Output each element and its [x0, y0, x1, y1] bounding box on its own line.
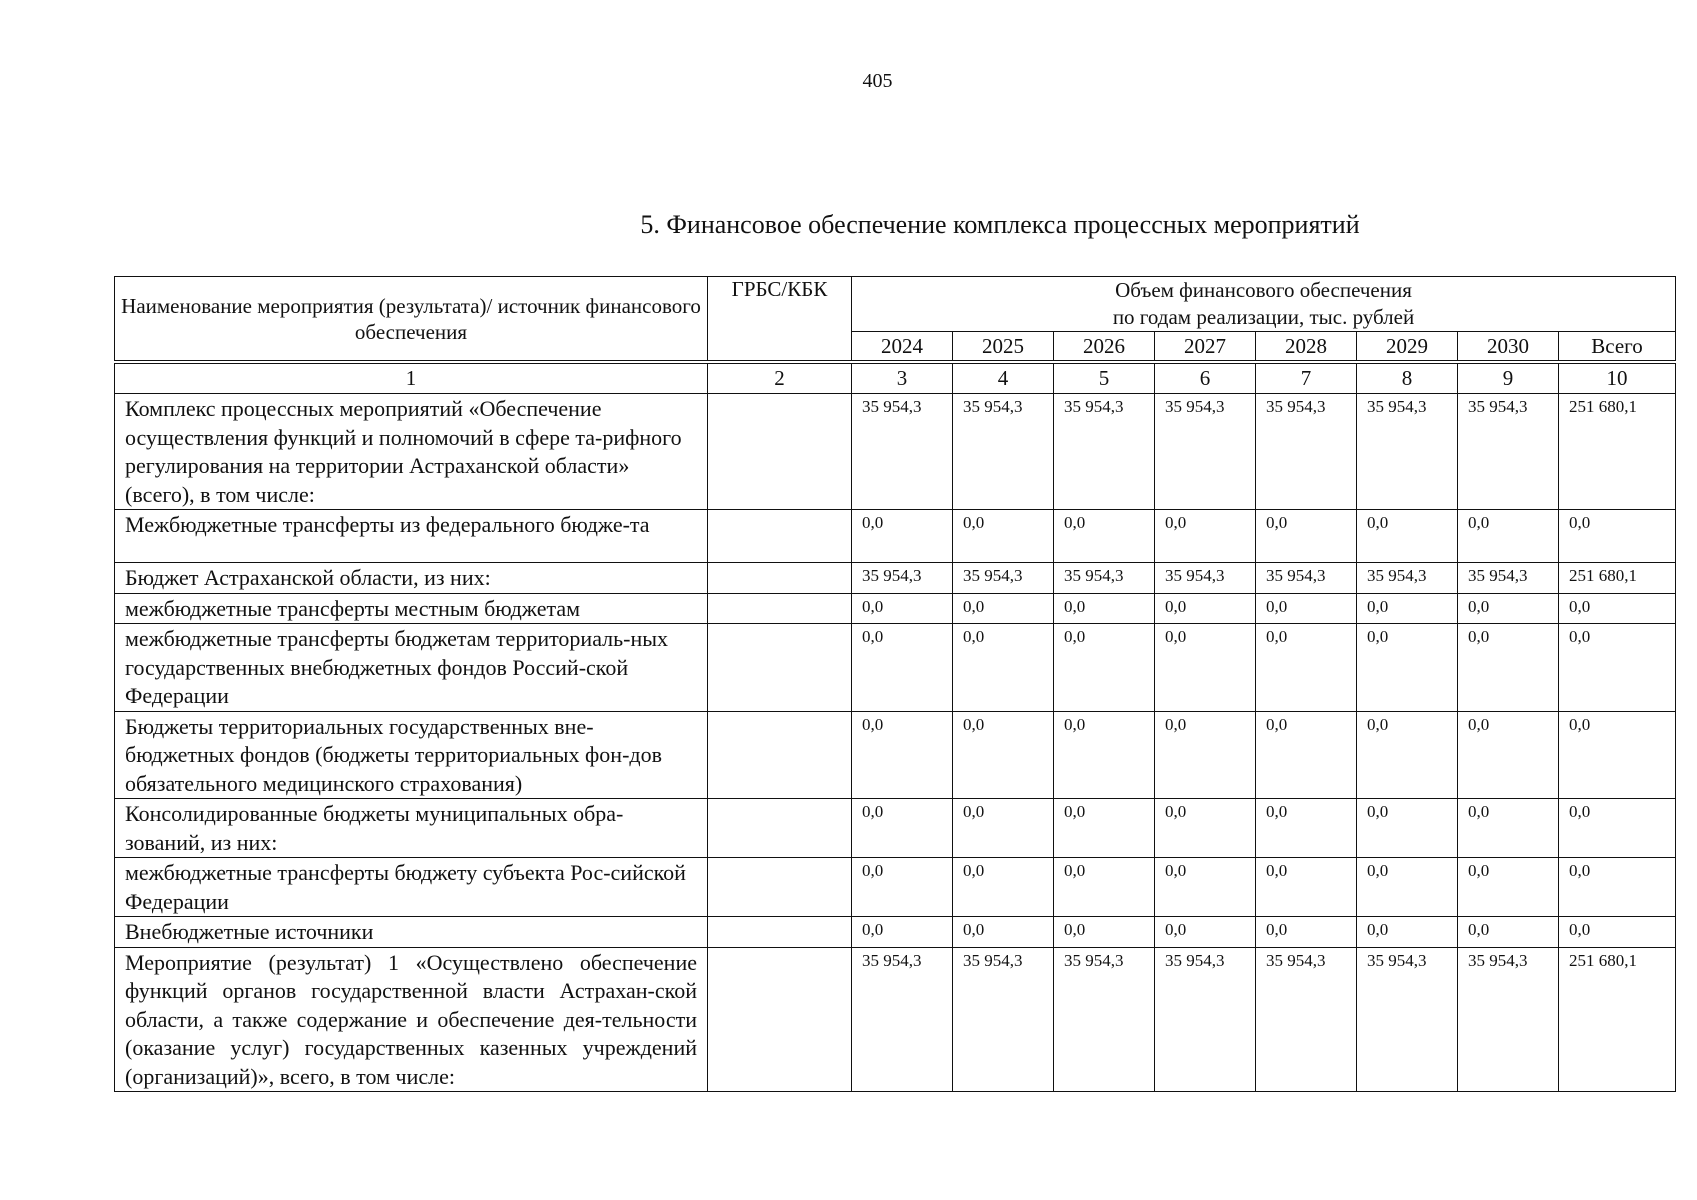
- row-year-value: 0,0: [1256, 711, 1357, 799]
- row-total-value: 0,0: [1559, 510, 1676, 563]
- row-year-value: 0,0: [953, 711, 1054, 799]
- row-year-value: 0,0: [1054, 593, 1155, 624]
- financing-table: [114, 276, 1676, 1092]
- row-year-value: 0,0: [1458, 858, 1559, 917]
- row-year-value: 0,0: [953, 510, 1054, 563]
- row-name: межбюджетные трансферты бюджету субъекта Рос-сийской Федерации: [115, 858, 708, 917]
- row-year-value: 0,0: [1155, 799, 1256, 858]
- row-year-value: 0,0: [1155, 711, 1256, 799]
- row-name: Мероприятие (результат) 1 «Осуществлено обеспечение функций органов государственной власти Астрахан-ской области, а также содержание и обеспечение дея-тельности (оказание услуг) государственных казенных учреждений (организаций)», всего, в том числе:: [115, 947, 708, 1092]
- header-name-column: Наименование мероприятия (результата)/ источник финансового обеспечения: [115, 277, 708, 363]
- row-year-value: 0,0: [1054, 858, 1155, 917]
- row-year-value: 35 954,3: [953, 947, 1054, 1092]
- row-year-value: 0,0: [1458, 711, 1559, 799]
- row-year-value: 0,0: [852, 593, 953, 624]
- row-year-value: 0,0: [1458, 917, 1559, 948]
- row-year-value: 0,0: [1155, 858, 1256, 917]
- row-year-value: 0,0: [1155, 624, 1256, 712]
- column-number: 6: [1155, 362, 1256, 394]
- column-number: 5: [1054, 362, 1155, 394]
- row-name: Консолидированные бюджеты муниципальных обра-зований, из них:: [115, 799, 708, 858]
- row-total-value: 251 680,1: [1559, 563, 1676, 594]
- row-year-value: 35 954,3: [1155, 563, 1256, 594]
- row-year-value: 35 954,3: [1357, 947, 1458, 1092]
- row-year-value: 35 954,3: [953, 563, 1054, 594]
- column-number: 4: [953, 362, 1054, 394]
- row-name: Бюджет Астраханской области, из них:: [115, 563, 708, 594]
- column-number: 1: [115, 362, 708, 394]
- row-total-value: 0,0: [1559, 711, 1676, 799]
- row-year-value: 0,0: [852, 624, 953, 712]
- table-row: [115, 593, 1676, 624]
- row-year-value: 35 954,3: [1256, 947, 1357, 1092]
- row-year-value: 0,0: [953, 799, 1054, 858]
- row-grbs: [708, 799, 852, 858]
- row-year-value: 35 954,3: [1458, 563, 1559, 594]
- row-year-value: 0,0: [1155, 510, 1256, 563]
- row-grbs: [708, 917, 852, 948]
- header-total: Всего: [1559, 332, 1676, 363]
- row-year-value: 0,0: [1357, 917, 1458, 948]
- row-year-value: 35 954,3: [1458, 394, 1559, 510]
- row-year-value: 0,0: [1054, 510, 1155, 563]
- row-year-value: 35 954,3: [852, 394, 953, 510]
- row-year-value: 35 954,3: [1155, 394, 1256, 510]
- header-year: 2029: [1357, 332, 1458, 363]
- row-year-value: 35 954,3: [1054, 563, 1155, 594]
- row-grbs: [708, 510, 852, 563]
- row-year-value: 35 954,3: [953, 394, 1054, 510]
- page-number: 405: [862, 70, 893, 92]
- header-volume-line-1: Объем финансового обеспечения: [1115, 278, 1412, 302]
- header-volume-group: [852, 277, 1676, 332]
- row-year-value: 0,0: [852, 858, 953, 917]
- row-total-value: 0,0: [1559, 799, 1676, 858]
- row-year-value: 0,0: [1256, 917, 1357, 948]
- table-row: [115, 624, 1676, 712]
- row-total-value: 0,0: [1559, 624, 1676, 712]
- row-grbs: [708, 858, 852, 917]
- row-year-value: 0,0: [1054, 917, 1155, 948]
- column-number: 2: [708, 362, 852, 394]
- column-number: 7: [1256, 362, 1357, 394]
- row-name: межбюджетные трансферты местным бюджетам: [115, 593, 708, 624]
- row-year-value: 0,0: [1357, 510, 1458, 563]
- row-year-value: 35 954,3: [1054, 394, 1155, 510]
- row-grbs: [708, 624, 852, 712]
- row-year-value: 0,0: [1054, 711, 1155, 799]
- row-year-value: 0,0: [1256, 858, 1357, 917]
- header-year: 2028: [1256, 332, 1357, 363]
- row-year-value: 0,0: [1458, 624, 1559, 712]
- row-grbs: [708, 711, 852, 799]
- section-title: 5. Финансовое обеспечение комплекса процессных мероприятий: [640, 210, 1360, 239]
- header-volume-line-2: по годам реализации, тыс. рублей: [1112, 305, 1415, 329]
- header-year: 2026: [1054, 332, 1155, 363]
- row-year-value: 0,0: [852, 799, 953, 858]
- row-year-value: 0,0: [852, 917, 953, 948]
- row-year-value: 35 954,3: [852, 947, 953, 1092]
- row-year-value: 0,0: [1256, 799, 1357, 858]
- row-year-value: 35 954,3: [1357, 394, 1458, 510]
- column-number: 9: [1458, 362, 1559, 394]
- row-year-value: 0,0: [852, 510, 953, 563]
- row-year-value: 0,0: [1458, 593, 1559, 624]
- row-year-value: 0,0: [1155, 593, 1256, 624]
- table-row: [115, 799, 1676, 858]
- row-year-value: 0,0: [1054, 624, 1155, 712]
- row-year-value: 0,0: [1357, 711, 1458, 799]
- row-year-value: 35 954,3: [1054, 947, 1155, 1092]
- row-total-value: 0,0: [1559, 917, 1676, 948]
- header-year: 2027: [1155, 332, 1256, 363]
- row-year-value: 0,0: [1256, 593, 1357, 624]
- row-year-value: 0,0: [1357, 593, 1458, 624]
- row-total-value: 0,0: [1559, 858, 1676, 917]
- row-grbs: [708, 394, 852, 510]
- table-row: [115, 858, 1676, 917]
- row-year-value: 35 954,3: [1357, 563, 1458, 594]
- row-name: межбюджетные трансферты бюджетам территориаль-ных государственных внебюджетных фондов Россий-ской Федерации: [115, 624, 708, 712]
- row-year-value: 35 954,3: [1256, 563, 1357, 594]
- column-number-row: [115, 362, 1676, 394]
- row-year-value: 0,0: [1256, 624, 1357, 712]
- row-grbs: [708, 593, 852, 624]
- header-year: 2025: [953, 332, 1054, 363]
- row-name: Внебюджетные источники: [115, 917, 708, 948]
- row-year-value: 0,0: [1357, 799, 1458, 858]
- row-year-value: 0,0: [953, 624, 1054, 712]
- row-year-value: 0,0: [953, 858, 1054, 917]
- header-year: 2024: [852, 332, 953, 363]
- table-row: [115, 394, 1676, 510]
- table-row: [115, 917, 1676, 948]
- row-year-value: 35 954,3: [1155, 947, 1256, 1092]
- row-year-value: 0,0: [953, 917, 1054, 948]
- row-grbs: [708, 947, 852, 1092]
- row-name: Межбюджетные трансферты из федерального бюдже-та: [115, 510, 708, 563]
- row-name: Комплекс процессных мероприятий «Обеспечение осуществления функций и полномочий в сфере та-рифного регулирования на территории Астраханской области» (всего), в том числе:: [115, 394, 708, 510]
- row-year-value: 0,0: [1054, 799, 1155, 858]
- row-year-value: 0,0: [1155, 917, 1256, 948]
- row-total-value: 251 680,1: [1559, 394, 1676, 510]
- row-name: Бюджеты территориальных государственных вне-бюджетных фондов (бюджеты территориальных фон-дов обязательного медицинского страхования): [115, 711, 708, 799]
- row-year-value: 35 954,3: [852, 563, 953, 594]
- row-total-value: 251 680,1: [1559, 947, 1676, 1092]
- row-year-value: 35 954,3: [1458, 947, 1559, 1092]
- table-row: [115, 711, 1676, 799]
- row-grbs: [708, 563, 852, 594]
- column-number: 8: [1357, 362, 1458, 394]
- table-row: [115, 510, 1676, 563]
- column-number: 10: [1559, 362, 1676, 394]
- table-row: [115, 563, 1676, 594]
- header-grbs-column: ГРБС/КБК: [708, 277, 852, 363]
- row-year-value: 35 954,3: [1256, 394, 1357, 510]
- row-year-value: 0,0: [1357, 624, 1458, 712]
- row-year-value: 0,0: [1458, 799, 1559, 858]
- row-total-value: 0,0: [1559, 593, 1676, 624]
- row-year-value: 0,0: [953, 593, 1054, 624]
- row-year-value: 0,0: [852, 711, 953, 799]
- header-year: 2030: [1458, 332, 1559, 363]
- row-year-value: 0,0: [1458, 510, 1559, 563]
- column-number: 3: [852, 362, 953, 394]
- row-year-value: 0,0: [1357, 858, 1458, 917]
- table-row: [115, 947, 1676, 1092]
- header-row-group: [115, 277, 1676, 332]
- row-year-value: 0,0: [1256, 510, 1357, 563]
